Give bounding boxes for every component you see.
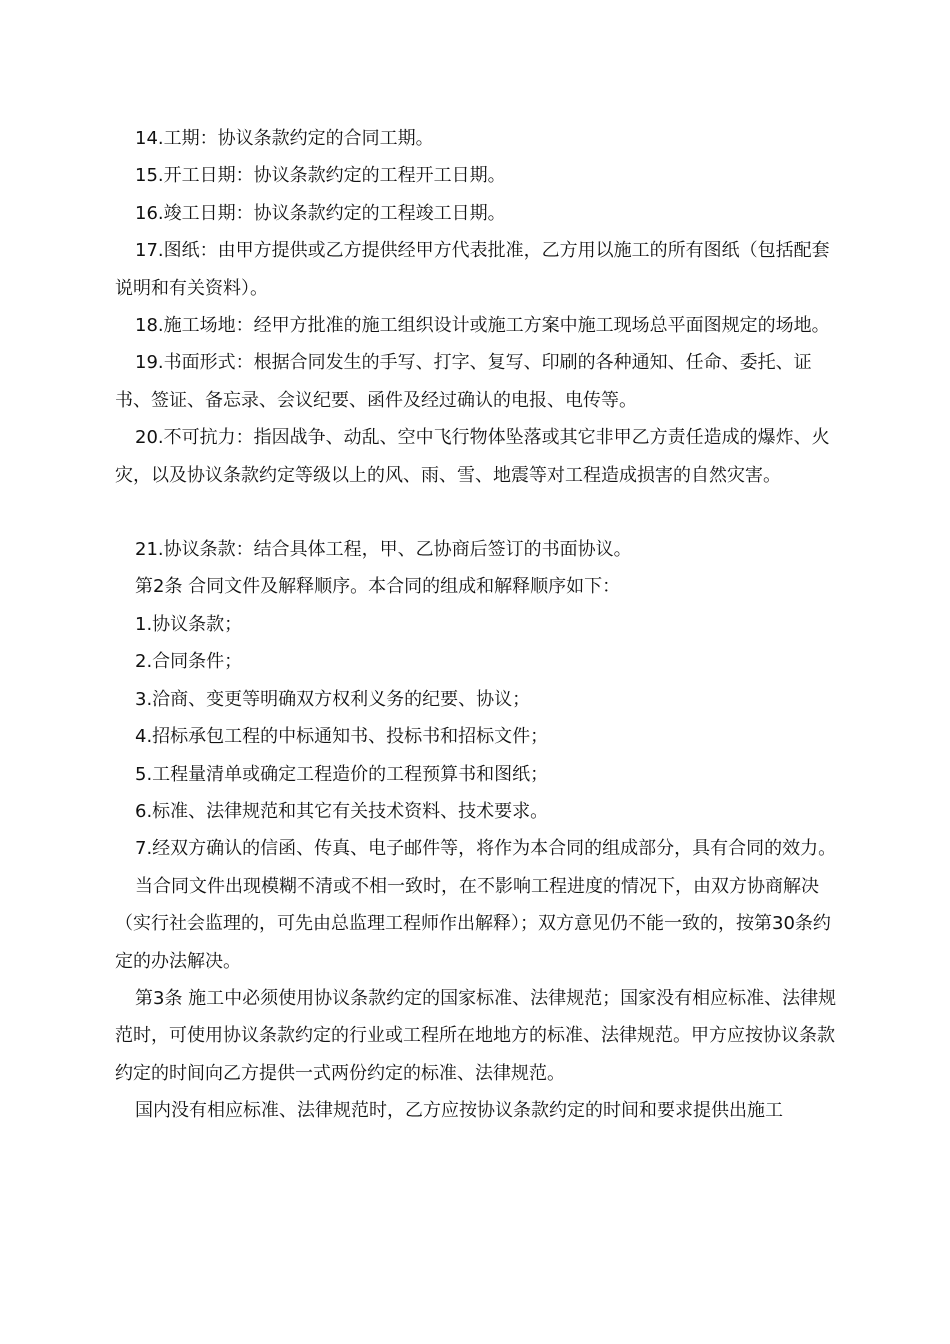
list-item-3: 3.洽商、变更等明确双方权利义务的纪要、协议；	[135, 688, 531, 710]
conflict-resolution-paragraph: 当合同文件出现模糊不清或不相一致时，在不影响工程进度的情况下，由双方协商解决（实行社会监理的，可先由总监理工程师作出解释）；双方意见仍不能一致的，按第30条约定的办法解决。	[115, 875, 831, 972]
article-2-heading: 第2条 合同文件及解释顺序。本合同的组成和解释顺序如下：	[135, 576, 621, 598]
article-3-paragraph: 第3条 施工中必须使用协议条款约定的国家标准、法律规范；国家没有相应标准、法律规范时，可使用协议条款约定的行业或工程所在地地方的标准、法律规范。甲方应按协议条款约定的时间向乙方提供一式两份约定的标准、法律规范。	[115, 987, 837, 1084]
clause-16: 16.竣工日期：协议条款约定的工程竣工日期。	[135, 202, 506, 224]
clause-14: 14.工期：协议条款约定的合同工期。	[135, 128, 434, 149]
list-item-7: 7.经双方确认的信函、传真、电子邮件等，将作为本合同的组成部分，具有合同的效力。	[135, 838, 837, 860]
domestic-standards-paragraph: 国内没有相应标准、法律规范时，乙方应按协议条款约定的时间和要求提供出施工	[135, 1100, 783, 1122]
list-item-4: 4.招标承包工程的中标通知书、投标书和招标文件；	[135, 726, 549, 748]
clause-15: 15.开工日期：协议条款约定的工程开工日期。	[135, 165, 506, 187]
list-item-2: 2.合同条件；	[135, 651, 243, 673]
document-body	[115, 120, 845, 1130]
clause-19: 19.书面形式：根据合同发生的手写、打字、复写、印刷的各种通知、任命、委托、证书、签证、备忘录、会议纪要、函件及经过确认的电报、电传等。	[115, 352, 812, 411]
list-item-5: 5.工程量清单或确定工程造价的工程预算书和图纸；	[135, 763, 549, 785]
clause-18: 18.施工场地：经甲方批准的施工组织设计或施工方案中施工现场总平面图规定的场地。	[135, 315, 830, 337]
clause-20: 20.不可抗力：指因战争、动乱、空中飞行物体坠落或其它非甲乙方责任造成的爆炸、火灾，以及协议条款约定等级以上的风、雨、雪、地震等对工程造成损害的自然灾害。	[115, 427, 830, 486]
blank-line	[115, 494, 845, 531]
list-item-6: 6.标准、法律规范和其它有关技术资料、技术要求。	[135, 800, 549, 822]
clause-21: 21.协议条款：结合具体工程，甲、乙协商后签订的书面协议。	[135, 539, 632, 561]
clause-17: 17.图纸：由甲方提供或乙方提供经甲方代表批准，乙方用以施工的所有图纸（包括配套说明和有关资料）。	[115, 240, 830, 299]
list-item-1: 1.协议条款；	[135, 613, 243, 635]
